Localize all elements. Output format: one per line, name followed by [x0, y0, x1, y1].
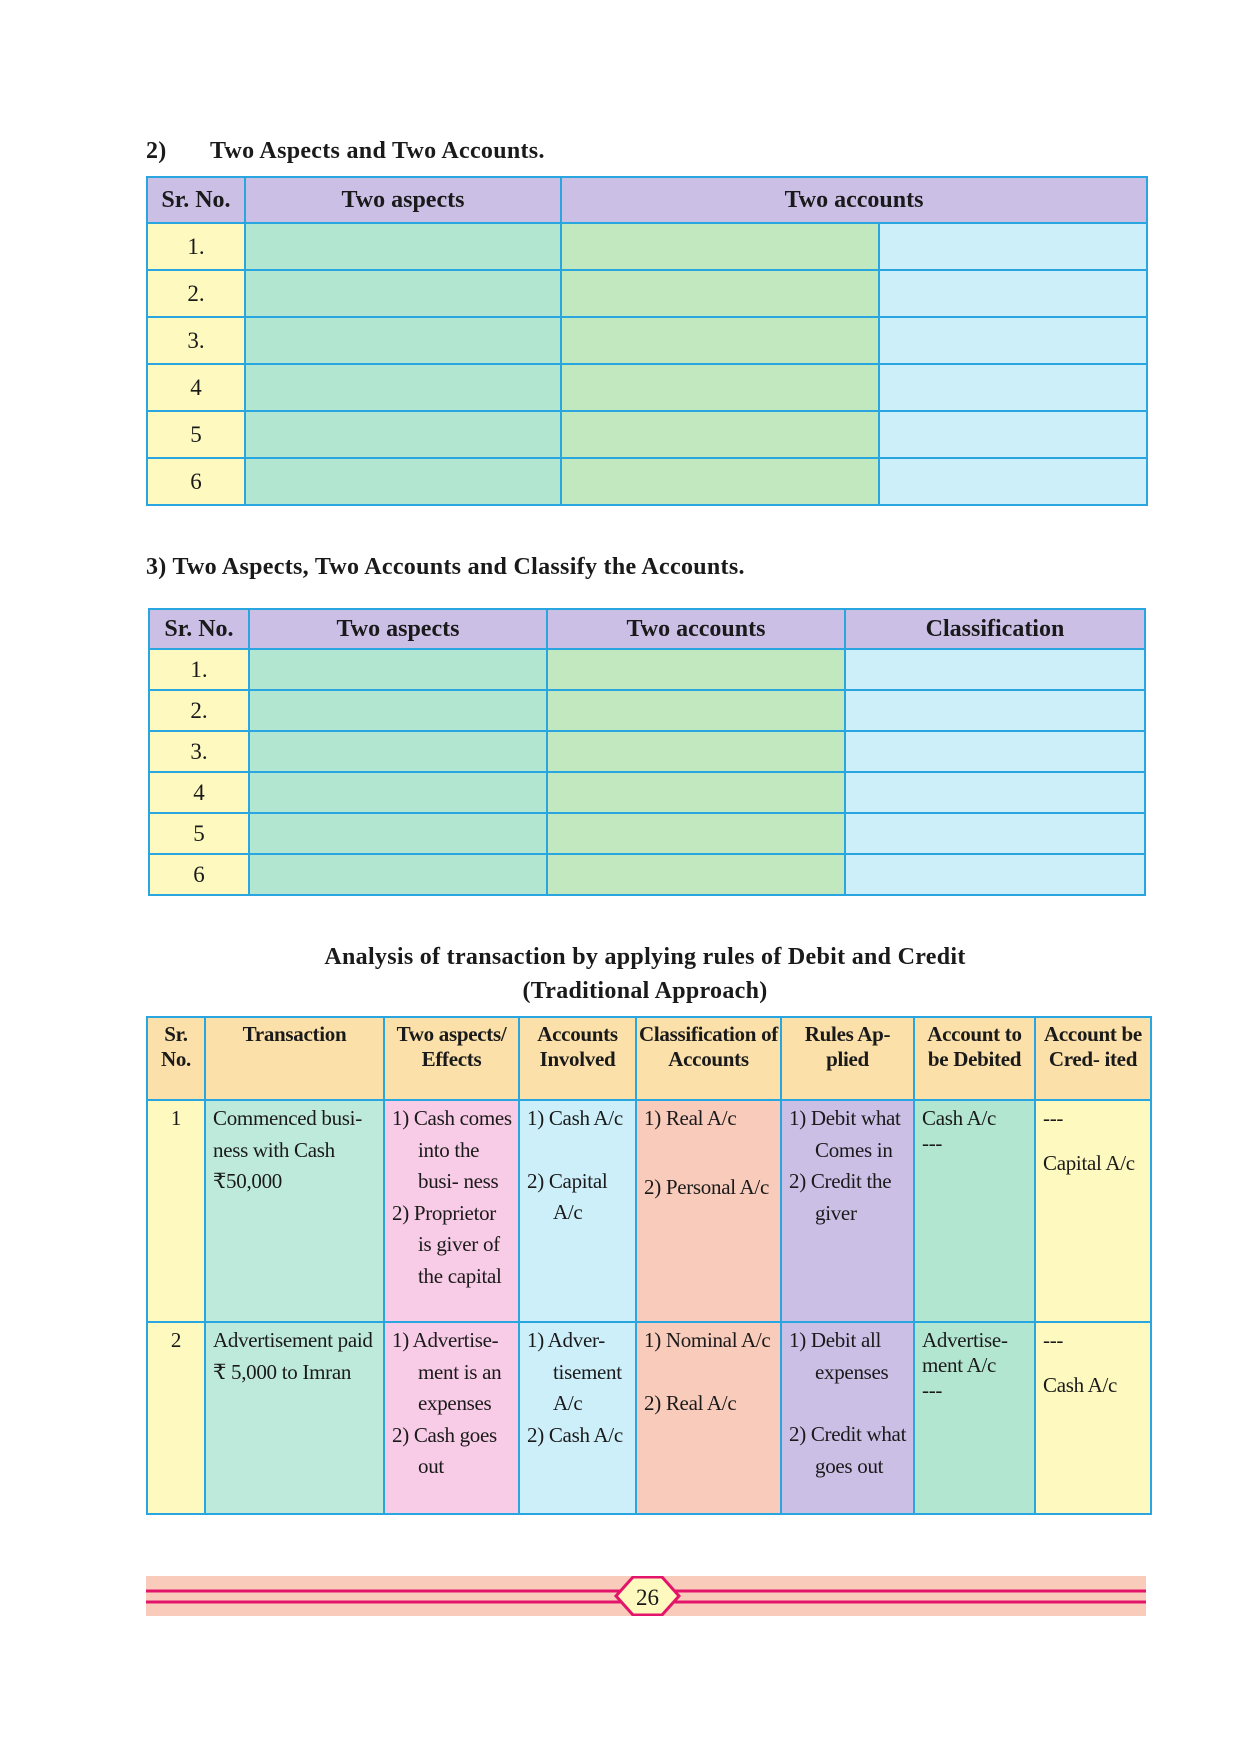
sr-no-cell: 1 — [147, 1100, 205, 1322]
sr-no-cell: 4 — [149, 772, 249, 813]
sr-no-cell: 1. — [149, 649, 249, 690]
header-effects: Two aspects/ Effects — [384, 1017, 519, 1100]
table-row — [147, 458, 1147, 505]
header-sr-no: Sr. No. — [149, 609, 249, 649]
classification-cell[interactable] — [845, 813, 1145, 854]
sr-no-cell: 3. — [149, 731, 249, 772]
effect-item: 1) Cash comes into the busi- ness — [392, 1106, 512, 1193]
table-header-row — [147, 1017, 1151, 1100]
header-transaction: Transaction — [205, 1017, 384, 1100]
aspect-cell[interactable] — [245, 411, 561, 458]
aspect-cell[interactable] — [249, 649, 547, 690]
account-cell[interactable] — [547, 649, 845, 690]
table-row — [147, 411, 1147, 458]
table-row — [147, 223, 1147, 270]
account-cell[interactable] — [561, 223, 879, 270]
table-row — [149, 854, 1145, 895]
header-accounts-involved: Accounts Involved — [519, 1017, 636, 1100]
effects-cell — [384, 1322, 519, 1514]
credit-cell — [1035, 1322, 1151, 1514]
sr-no-cell: 2. — [149, 690, 249, 731]
section-2-number: 2) — [146, 138, 167, 164]
classification-cell[interactable] — [845, 690, 1145, 731]
transaction-cell: Advertisement paid ₹ 5,000 to Imran — [205, 1322, 384, 1514]
header-account-credited: Account be Cred- ited — [1035, 1017, 1151, 1100]
header-sr-no: Sr. No. — [147, 177, 245, 223]
sr-no-cell: 6 — [147, 458, 245, 505]
sr-no-cell: 5 — [147, 411, 245, 458]
sr-no-cell: 2. — [147, 270, 245, 317]
account-cell[interactable] — [547, 690, 845, 731]
classification-item: 2) Real A/c — [644, 1390, 737, 1415]
header-two-accounts: Two accounts — [561, 177, 1147, 223]
header-two-aspects: Two aspects — [249, 609, 547, 649]
table-header-row — [149, 609, 1145, 649]
section-2-title: Two Aspects and Two Accounts. — [210, 138, 545, 164]
effects-cell — [384, 1100, 519, 1322]
table-header-row — [147, 177, 1147, 223]
debit-dash: --- — [922, 1131, 943, 1155]
account-cell[interactable] — [879, 458, 1147, 505]
classification-cell[interactable] — [845, 854, 1145, 895]
classification-cell[interactable] — [845, 772, 1145, 813]
account-cell[interactable] — [561, 270, 879, 317]
account-cell[interactable] — [879, 364, 1147, 411]
account-cell[interactable] — [561, 317, 879, 364]
aspect-cell[interactable] — [249, 690, 547, 731]
debit-credit-analysis-table — [146, 1016, 1152, 1515]
aspects-accounts-classification-table — [148, 608, 1146, 896]
credit-account: Capital A/c — [1043, 1151, 1135, 1175]
header-classification: Classification — [845, 609, 1145, 649]
header-sr-no: Sr. No. — [147, 1017, 205, 1100]
table-row — [149, 649, 1145, 690]
debit-account: Cash A/c — [922, 1106, 997, 1130]
aspect-cell[interactable] — [249, 813, 547, 854]
account-item: 2) Cash A/c — [527, 1422, 623, 1447]
table-row — [147, 364, 1147, 411]
credit-dash: --- — [1043, 1328, 1064, 1352]
header-two-accounts: Two accounts — [547, 609, 845, 649]
header-rules-applied: Rules Ap- plied — [781, 1017, 914, 1100]
table-row — [149, 772, 1145, 813]
analysis-subtitle: (Traditional Approach) — [522, 978, 768, 1004]
page-footer — [146, 1576, 1146, 1616]
header-account-debited: Account to be Debited — [914, 1017, 1035, 1100]
account-cell[interactable] — [547, 731, 845, 772]
page-number: 26 — [636, 1585, 659, 1610]
account-item: 2) Capital A/c — [527, 1168, 608, 1224]
credit-dash: --- — [1043, 1106, 1064, 1130]
account-item: 1) Adver- tisement A/c — [527, 1328, 622, 1415]
sr-no-cell: 4 — [147, 364, 245, 411]
credit-cell — [1035, 1100, 1151, 1322]
sr-no-cell: 2 — [147, 1322, 205, 1514]
table-row — [147, 270, 1147, 317]
account-cell[interactable] — [879, 411, 1147, 458]
aspect-cell[interactable] — [245, 364, 561, 411]
account-cell[interactable] — [547, 813, 845, 854]
aspect-cell[interactable] — [249, 772, 547, 813]
two-aspects-two-accounts-table — [146, 176, 1148, 506]
effect-item: 2) Proprietor is giver of the capital — [392, 1200, 502, 1288]
header-classification: Classification of Accounts — [636, 1017, 781, 1100]
section-3-title: 3) Two Aspects, Two Accounts and Classify the Accounts. — [146, 554, 745, 580]
account-cell[interactable] — [879, 270, 1147, 317]
aspect-cell[interactable] — [249, 731, 547, 772]
classification-item: 2) Personal A/c — [644, 1174, 769, 1199]
table-row — [149, 690, 1145, 731]
account-cell[interactable] — [547, 772, 845, 813]
aspect-cell[interactable] — [245, 270, 561, 317]
table-row — [149, 731, 1145, 772]
account-cell[interactable] — [561, 458, 879, 505]
account-cell[interactable] — [561, 364, 879, 411]
section-2-heading — [146, 138, 545, 165]
table-row — [147, 1100, 1151, 1322]
rules-cell — [781, 1100, 914, 1322]
accounts-cell — [519, 1322, 636, 1514]
account-cell[interactable] — [879, 317, 1147, 364]
sr-no-cell: 3. — [147, 317, 245, 364]
accounts-cell — [519, 1100, 636, 1322]
rule-item: 2) Credit what goes out — [789, 1422, 907, 1478]
analysis-title: Analysis of transaction by applying rules of Debit and Credit — [324, 944, 966, 970]
classification-cell[interactable] — [845, 649, 1145, 690]
debit-cell — [914, 1322, 1035, 1514]
classification-cell — [636, 1322, 781, 1514]
sr-no-cell: 1. — [147, 223, 245, 270]
aspect-cell[interactable] — [249, 854, 547, 895]
rule-item: 2) Credit the giver — [789, 1169, 892, 1225]
rule-item: 1) Debit all expenses — [789, 1328, 889, 1384]
effect-item: 1) Advertise- ment is an expenses — [392, 1328, 502, 1415]
debit-account: Advertise- ment A/c — [922, 1328, 1008, 1377]
aspect-cell[interactable] — [245, 317, 561, 364]
rule-item: 1) Debit what Comes in — [789, 1106, 901, 1162]
header-two-aspects: Two aspects — [245, 177, 561, 223]
table-row — [147, 317, 1147, 364]
effect-item: 2) Cash goes out — [392, 1422, 497, 1478]
debit-dash: --- — [922, 1378, 943, 1402]
classification-item: 1) Real A/c — [644, 1106, 737, 1130]
table-row — [149, 813, 1145, 854]
credit-account: Cash A/c — [1043, 1373, 1118, 1397]
account-cell[interactable] — [879, 223, 1147, 270]
account-item: 1) Cash A/c — [527, 1106, 623, 1130]
classification-item: 1) Nominal A/c — [644, 1328, 771, 1352]
transaction-cell: Commenced busi- ness with Cash ₹50,000 — [205, 1100, 384, 1322]
classification-cell — [636, 1100, 781, 1322]
table-row — [147, 1322, 1151, 1514]
account-cell[interactable] — [561, 411, 879, 458]
classification-cell[interactable] — [845, 731, 1145, 772]
rules-cell — [781, 1322, 914, 1514]
aspect-cell[interactable] — [245, 458, 561, 505]
aspect-cell[interactable] — [245, 223, 561, 270]
debit-cell — [914, 1100, 1035, 1322]
account-cell[interactable] — [547, 854, 845, 895]
sr-no-cell: 5 — [149, 813, 249, 854]
sr-no-cell: 6 — [149, 854, 249, 895]
